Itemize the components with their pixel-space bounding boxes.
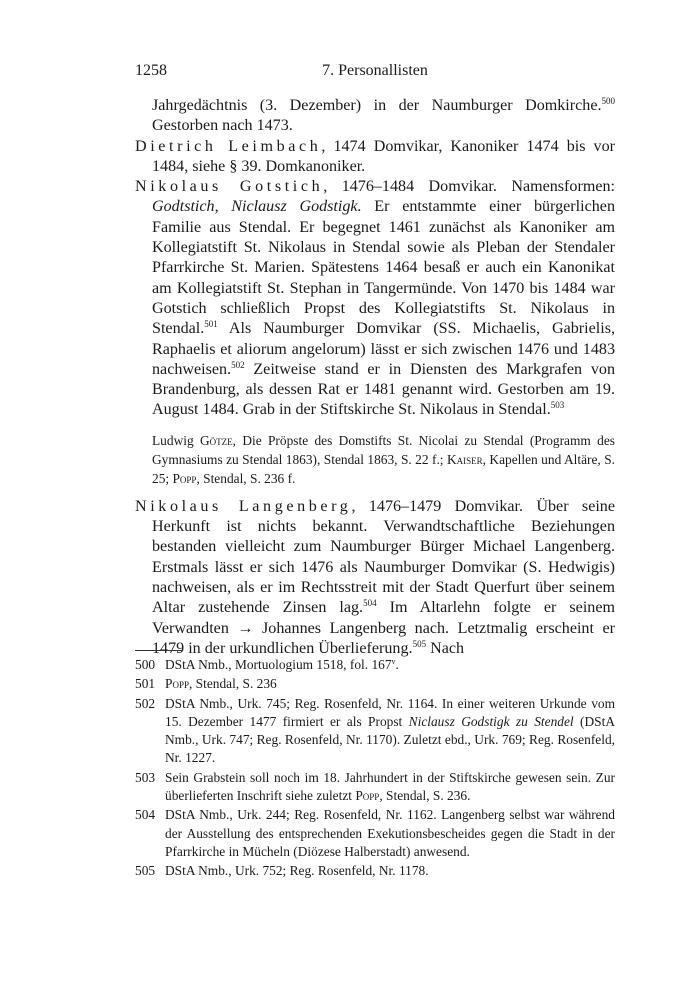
running-title: 7. Personallisten bbox=[322, 62, 428, 79]
person-name: Nikolaus Langenberg bbox=[135, 497, 352, 515]
person-name: Nikolaus Gotstich bbox=[135, 178, 324, 196]
footnote-ref-501[interactable]: 501 bbox=[204, 319, 218, 330]
footnote-502: 502 DStA Nmb., Urk. 745; Reg. Rosenfeld, Nr. 1164. In einer weiteren Urkunde vom 15. Dezember 1477 firmiert er als Propst Niclausz Godstigk zu Stendel (DStA Nmb., Urk. 747; Reg. Rosenfeld, Nr. 1170). Zuletzt ebd., Urk. 769; Reg. Rosenfeld, Nr. 1227. bbox=[135, 695, 615, 766]
footnote-ref-502[interactable]: 502 bbox=[231, 359, 245, 370]
name-forms: Godtstich, Niclausz Godstigk. bbox=[152, 198, 362, 216]
entry-dietrich-leimbach: Dietrich Leimbach, 1474 Domvikar, Kanoniker 1474 bis vor 1484, siehe § 39. Domkanoniker. bbox=[135, 137, 616, 175]
footnote-ref-505[interactable]: 505 bbox=[412, 638, 427, 649]
entry-continuation: Jahrgedächtnis (3. Dezember) in der Naumburger Domkirche.$^{500}$ Gestorben nach 1473. bbox=[152, 96, 615, 135]
entry-nikolaus-gotstich: Nikolaus Gotstich, 1476–1484 Domvikar. Namensformen: Godtstich, Niclausz Godstigk. Er entstammte einer bürgerlichen Familie aus Stendal. Er begegnet 1461 zunächst als Kanoniker am Kollegiatstift St. Nikolaus in Stendal sowie als Pleban der Stendaler Pfarrkirche St. Marien. Spätestens 1464 besaß er auch ein Kanonikat am Kollegiatstift St. Stephan in Tangermünde. Von 1470 bis 1484 war Gotstich schließlich Propst des Kollegiatstifts St. Nikolaus in Stendal.$^{501}$ Als Naumburger Domvikar (SS. Michaelis, Gabrielis, Raphaelis et aliorum angelorum) lässt er sich zwischen 1476 und 1483 nachweisen.$^{502}$ Zeitweise stand er in Diensten des Markgrafen von Brandenburg, als dessen Rat er 1481 genannt wird. Gestorben am 19. August 1484. Grab in der Stiftskirche St. Nikolaus in Stendal.$^{503}$ bbox=[135, 178, 616, 419]
footnote-500: 500 DStA Nmb., Mortuologium 1518, fol. 167$^v$. bbox=[135, 657, 399, 672]
footnote-ref-503[interactable]: 503 bbox=[550, 400, 565, 411]
footnote-503: 503 Sein Grabstein soll noch im 18. Jahrhundert in der Stiftskirche gewesen sein. Zur überlieferten Inschrift siehe zuletzt Popp, Stendal, S. 236. bbox=[135, 769, 615, 804]
cross-reference-arrow[interactable]: → bbox=[237, 619, 254, 637]
footnote-separator bbox=[135, 650, 183, 651]
footnote-505: 505 DStA Nmb., Urk. 752; Reg. Rosenfeld, Nr. 1178. bbox=[135, 863, 429, 879]
footnote-ref-504[interactable]: 504 bbox=[363, 598, 377, 609]
entry-nikolaus-langenberg: Nikolaus Langenberg, 1476–1479 Domvikar. Über seine Herkunft ist nichts bekannt. Verwandtschaftliche Beziehungen bestanden vielleicht zum Naumburger Bürger Michael Langenberg. Erstmals lässt er sich 1476 als Naumburger Domvikar (S. Hedwigis) nachweisen, als er im Rechtsstreit mit der Stadt Querfurt über seinem Altar zustehende Zinsen lag.$^{504}$ Im Altarlehn folgte er seinem Verwandten → Johannes Langenberg nach. Letztmalig erscheint er 1479 in der urkundlichen Überlieferung.$^{505}$ Nach bbox=[135, 497, 615, 657]
person-name: Dietrich Leimbach bbox=[135, 137, 322, 155]
page-header bbox=[135, 62, 615, 84]
page-number: 1258 bbox=[135, 62, 167, 79]
footnote-504: 504 DStA Nmb., Urk. 244; Reg. Rosenfeld, Nr. 1162. Langenberg selbst war während der Ausstellung des entsprechenden Exekutionsbescheides gegen die Stadt in der Pfarrkirche in Mücheln (Diözese Halberstadt) anwesend. bbox=[135, 807, 615, 859]
bibliography-gotstich: Ludwig Götze, Die Pröpste des Domstifts St. Nicolai zu Stendal (Programm des Gymnasiums zu Stendal 1863), Stendal 1863, S. 22 f.; Kaiser, Kapellen und Altäre, S. 25; Popp, Stendal, S. 236 f. bbox=[152, 432, 615, 486]
main-text bbox=[135, 96, 615, 659]
footnotes bbox=[135, 656, 615, 882]
footnote-501: 501 Popp, Stendal, S. 236 bbox=[135, 676, 277, 692]
footnote-ref-500[interactable]: 500 bbox=[601, 96, 615, 106]
